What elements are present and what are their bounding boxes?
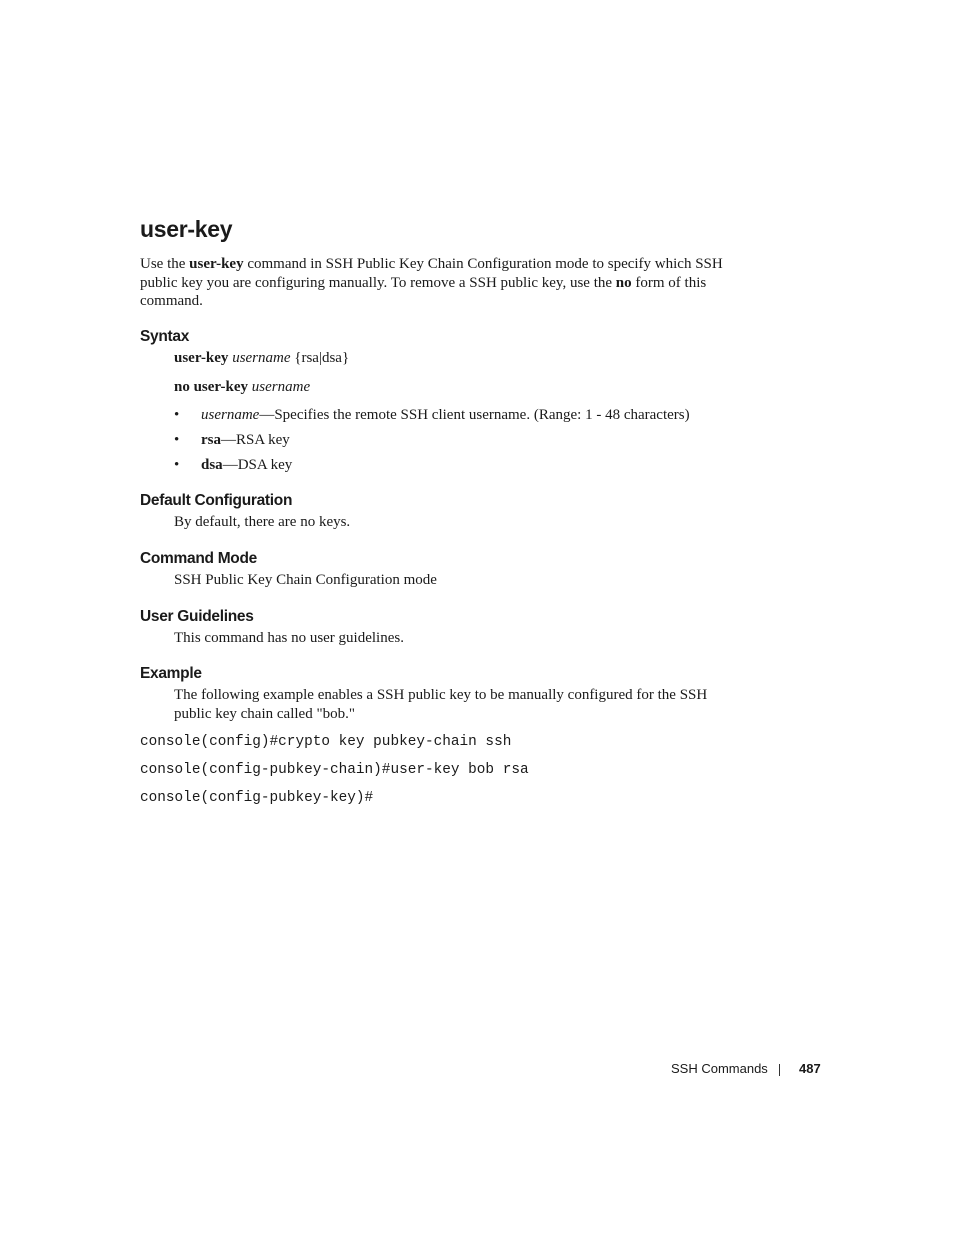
default-configuration-heading: Default Configuration [140, 492, 293, 509]
intro-text-1: Use the [140, 256, 190, 272]
intro-text-2: command in SSH Public Key Chain Configuration mode to specify which SSH public key you are configuring manually. To remove a SSH public key, use the [140, 256, 723, 291]
code-line: console(config)#crypto key pubkey-chain ssh [140, 734, 512, 750]
command-mode-text: SSH Public Key Chain Configuration mode [174, 572, 437, 588]
syntax-heading: Syntax [140, 328, 190, 345]
param-description: —DSA key [222, 457, 293, 473]
command-mode-heading: Command Mode [140, 550, 257, 567]
page-number: 487 [799, 1061, 821, 1076]
syntax-no-command: no user-key [174, 379, 249, 395]
footer-divider [779, 1064, 780, 1076]
intro-no-keyword: no [615, 274, 632, 291]
intro-paragraph [140, 255, 750, 311]
footer-section-title: SSH Commands [671, 1061, 768, 1076]
list-item [174, 431, 290, 450]
syntax-line-2 [174, 378, 310, 397]
intro-command: user-key [189, 256, 244, 272]
param-term: username [201, 407, 260, 423]
list-item [174, 456, 292, 475]
syntax-param: username [232, 350, 291, 366]
code-line: console(config-pubkey-chain)#user-key bob rsa [140, 762, 529, 778]
syntax-command: user-key [174, 350, 229, 366]
param-term: dsa [201, 457, 223, 473]
syntax-options: {rsa|dsa} [294, 350, 350, 366]
param-description: —RSA key [221, 432, 290, 448]
param-description: —Specifies the remote SSH client username. (Range: 1 - 48 characters) [259, 407, 690, 423]
syntax-line-1 [174, 349, 349, 368]
code-line: console(config-pubkey-key)# [140, 790, 374, 806]
list-item [174, 406, 690, 425]
user-guidelines-heading: User Guidelines [140, 608, 254, 625]
bullet-icon: • [174, 432, 180, 448]
bullet-icon: • [174, 457, 180, 473]
example-heading: Example [140, 665, 202, 682]
bullet-icon: • [174, 407, 180, 423]
param-term: rsa [201, 432, 221, 448]
intro-text-3: form of this command. [140, 274, 707, 309]
example-text: The following example enables a SSH public key to be manually configured for the SSH public key chain called "bob." [174, 687, 708, 722]
user-guidelines-text: This command has no user guidelines. [174, 630, 404, 646]
page-title: user-key [140, 216, 233, 242]
syntax-no-param: username [251, 379, 311, 395]
default-configuration-text: By default, there are no keys. [174, 514, 351, 530]
